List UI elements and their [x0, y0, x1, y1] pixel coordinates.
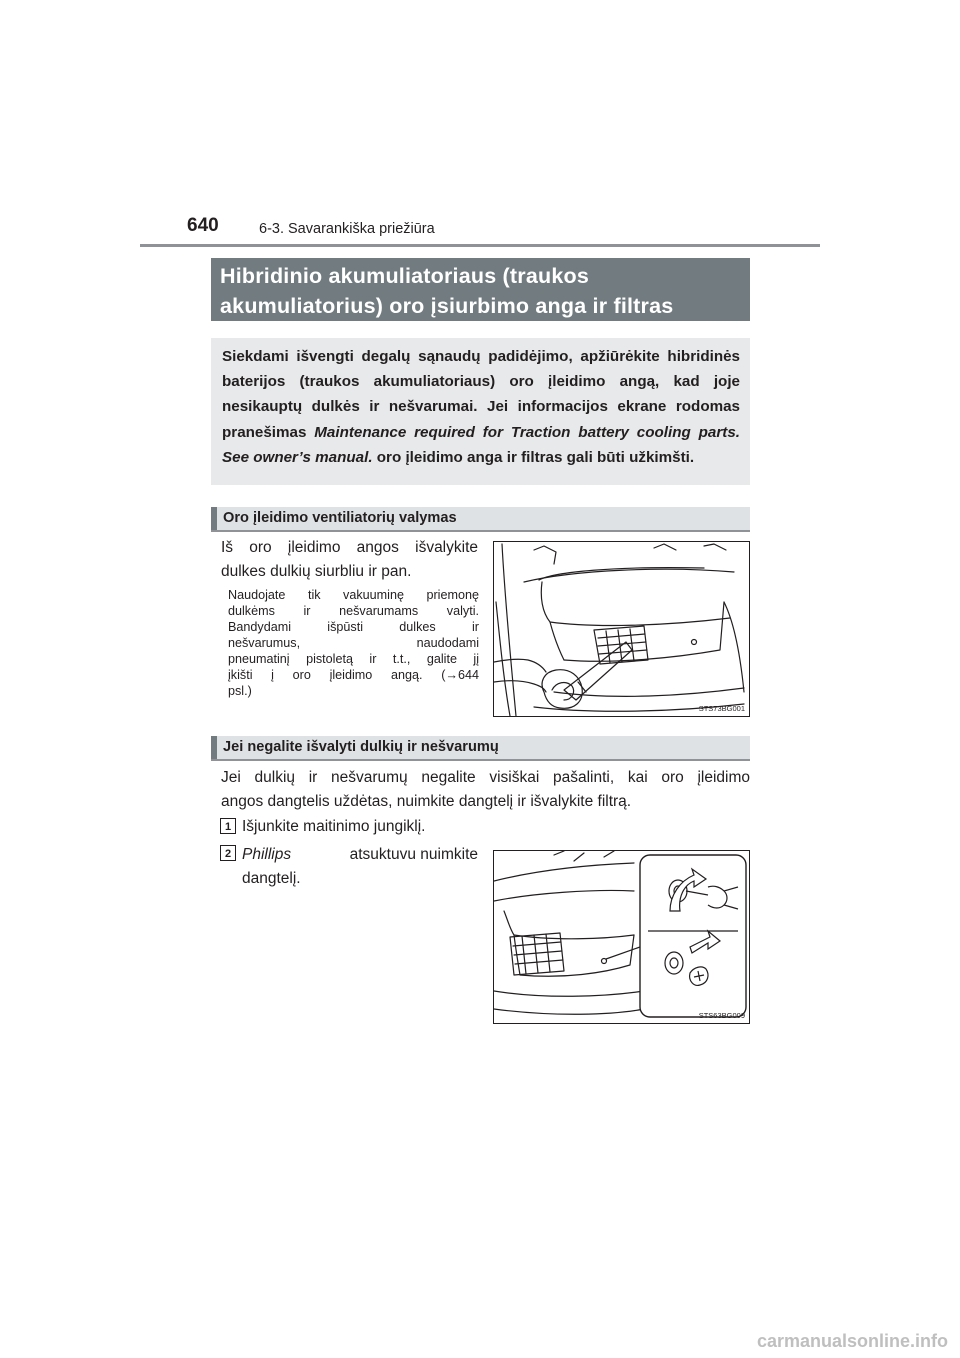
- step-text-line2: dangtelį.: [242, 870, 301, 887]
- note-line: pneumatinį pistoletą ir t.t., galite jį: [228, 652, 479, 666]
- heading-accent-bar: [211, 507, 217, 530]
- section1-note: [228, 587, 479, 699]
- step-text-rest: atsuktuvu nuimkite: [349, 846, 478, 863]
- step-text: Išjunkite maitinimo jungiklį.: [242, 818, 426, 835]
- note-line: dulkėms ir nešvarumams valyti.: [228, 604, 479, 618]
- section2-paragraph-line2: angos dangtelis uždėtas, nuimkite dangtelį ir išvalykite filtrą.: [221, 793, 632, 810]
- intro-text: Siekdami išvengti degalų sąnaudų padidėjimo, apžiūrėkite hibridinės baterijos (traukos akumuliatoriaus) oro įleidimo angą, kad joje nesikauptų dulkės ir nešvarumai. Jei informacijos ekrane rodomas pranešimas: [222, 348, 740, 441]
- cover-removal-illustration: [494, 851, 749, 1023]
- section2-paragraph: [221, 766, 750, 814]
- section1-paragraph-line1: Iš oro įleidimo angos išvalykite: [221, 539, 478, 556]
- figure-vacuum-intake: [493, 541, 750, 717]
- section2-paragraph-line1: Jei dulkių ir nešvarumų negalite visiškai pašalinti, kai oro įleidimo: [221, 769, 750, 786]
- main-title-line1: Hibridinio akumuliatoriaus (traukos: [220, 264, 589, 288]
- step-number-badge: 1: [220, 818, 236, 834]
- intro-text-end: oro įleidimo anga ir filtras gali būti užkimšti.: [372, 448, 695, 466]
- note-line: Bandydami išpūsti dulkes ir: [228, 620, 479, 634]
- section2-heading-text: Jei negalite išvalyti dulkių ir nešvarumų: [223, 739, 499, 755]
- intro-box: [211, 338, 750, 485]
- figure-code: STS63BG009: [698, 1011, 745, 1020]
- main-title-line2: akumuliatorius) oro įsiurbimo anga ir filtras: [220, 294, 674, 318]
- section1-heading: [211, 507, 750, 532]
- vacuum-illustration: [494, 542, 749, 716]
- section1-paragraph-line2: dulkes dulkių siurbliu ir pan.: [221, 563, 412, 580]
- note-line: įkišti į oro įleidimo angą. (→644: [228, 668, 479, 682]
- step-text-italic: Phillips: [242, 846, 292, 863]
- heading-accent-bar: [211, 736, 217, 759]
- section2-heading: [211, 736, 750, 761]
- note-line: Naudojate tik vakuuminę priemonę: [228, 588, 479, 602]
- section1-paragraph: [221, 536, 478, 584]
- main-title: [211, 258, 750, 321]
- header-divider: [140, 244, 820, 247]
- note-line: psl.): [228, 684, 252, 698]
- intro-message: Maintenance required for Traction battery cooling parts. See owner’s manual.: [222, 423, 740, 466]
- watermark: carmanualsonline.info: [756, 1331, 948, 1351]
- step-text: [242, 843, 478, 891]
- section-title: 6-3. Savarankiška priežiūra: [259, 221, 435, 237]
- figure-code: STS73BG001: [698, 704, 745, 713]
- figure-remove-cover: [493, 850, 750, 1024]
- page-number: 640: [187, 215, 219, 236]
- step-number-badge: 2: [220, 845, 236, 861]
- section1-heading-text: Oro įleidimo ventiliatorių valymas: [223, 510, 457, 526]
- note-line: nešvarumus, naudodami: [228, 636, 479, 650]
